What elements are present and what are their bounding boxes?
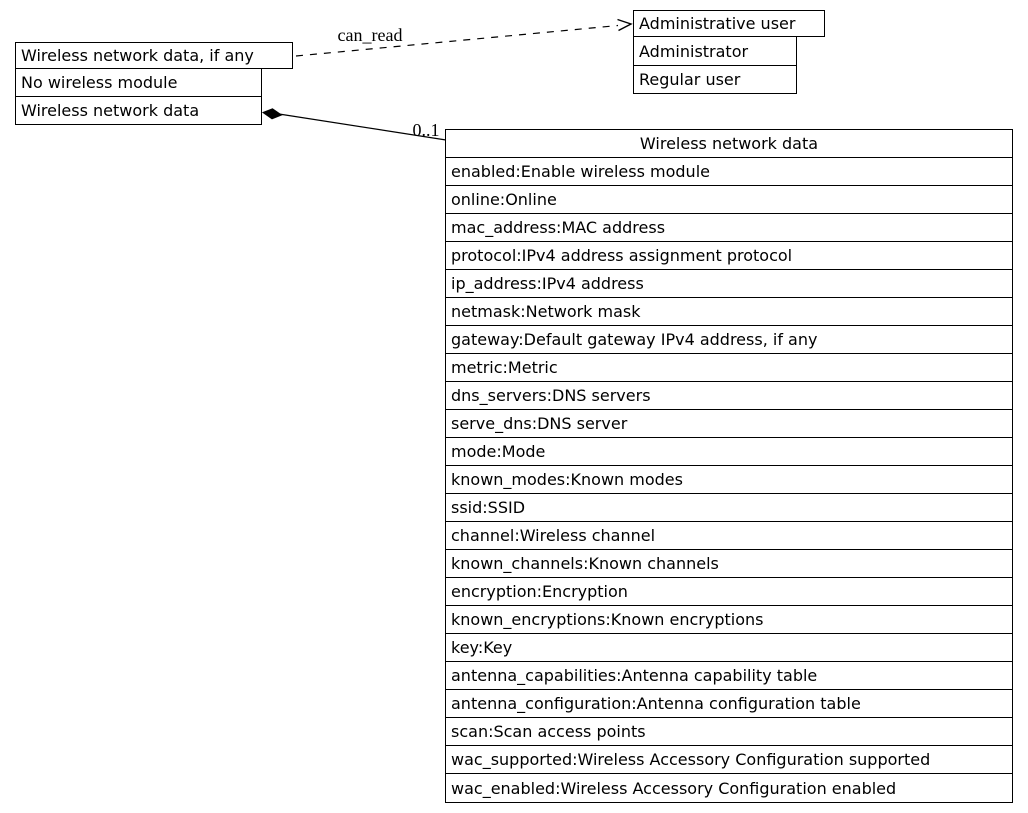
attribute-row: key:Key [446,634,1012,662]
attribute-row: gateway:Default gateway IPv4 address, if any [446,326,1012,354]
attribute-row: mode:Mode [446,438,1012,466]
attribute-row: ip_address:IPv4 address [446,270,1012,298]
attribute-row: antenna_configuration:Antenna configuration table [446,690,1012,718]
attribute-row: scan:Scan access points [446,718,1012,746]
attribute-row: protocol:IPv4 address assignment protocol [446,242,1012,270]
can-read-arrowhead-icon [618,20,632,31]
table-body [446,158,1012,802]
attribute-row: ssid:SSID [446,494,1012,522]
node-wireless-data-variants [15,42,293,125]
node-variant-cell: No wireless module [15,68,262,97]
attribute-row: wac_enabled:Wireless Accessory Configuration enabled [451,778,897,798]
attribute-row: netmask:Network mask [446,298,1012,326]
attribute-row: dns_servers:DNS servers [446,382,1012,410]
attribute-row: known_encryptions:Known encryptions [446,606,1012,634]
node-title-cell: Wireless network data, if any [15,42,293,69]
table-wireless-network-data [445,129,1013,803]
attribute-row: online:Online [446,186,1012,214]
attribute-row: channel:Wireless channel [446,522,1012,550]
node-title-cell: Administrative user [633,10,825,37]
node-administrative-user [633,10,825,94]
attribute-row: serve_dns:DNS server [446,410,1012,438]
attribute-row: encryption:Encryption [446,578,1012,606]
attribute-row: wac_supported:Wireless Accessory Configuration supported [446,746,1012,774]
attribute-row: antenna_capabilities:Antenna capability table [446,662,1012,690]
node-variant-cell: Regular user [633,65,797,94]
attribute-row: metric:Metric [446,354,1012,382]
can-read-edge-label: can_read [337,25,403,45]
table-title: Wireless network data [446,130,1012,158]
attribute-row: known_channels:Known channels [446,550,1012,578]
composition-multiplicity-label: 0..1 [412,120,440,140]
attribute-row: known_modes:Known modes [446,466,1012,494]
attribute-row: enabled:Enable wireless module [446,158,1012,186]
node-variant-cell: Wireless network data [15,96,262,125]
node-variant-cell: Administrator [633,36,797,66]
attribute-row: mac_address:MAC address [446,214,1012,242]
